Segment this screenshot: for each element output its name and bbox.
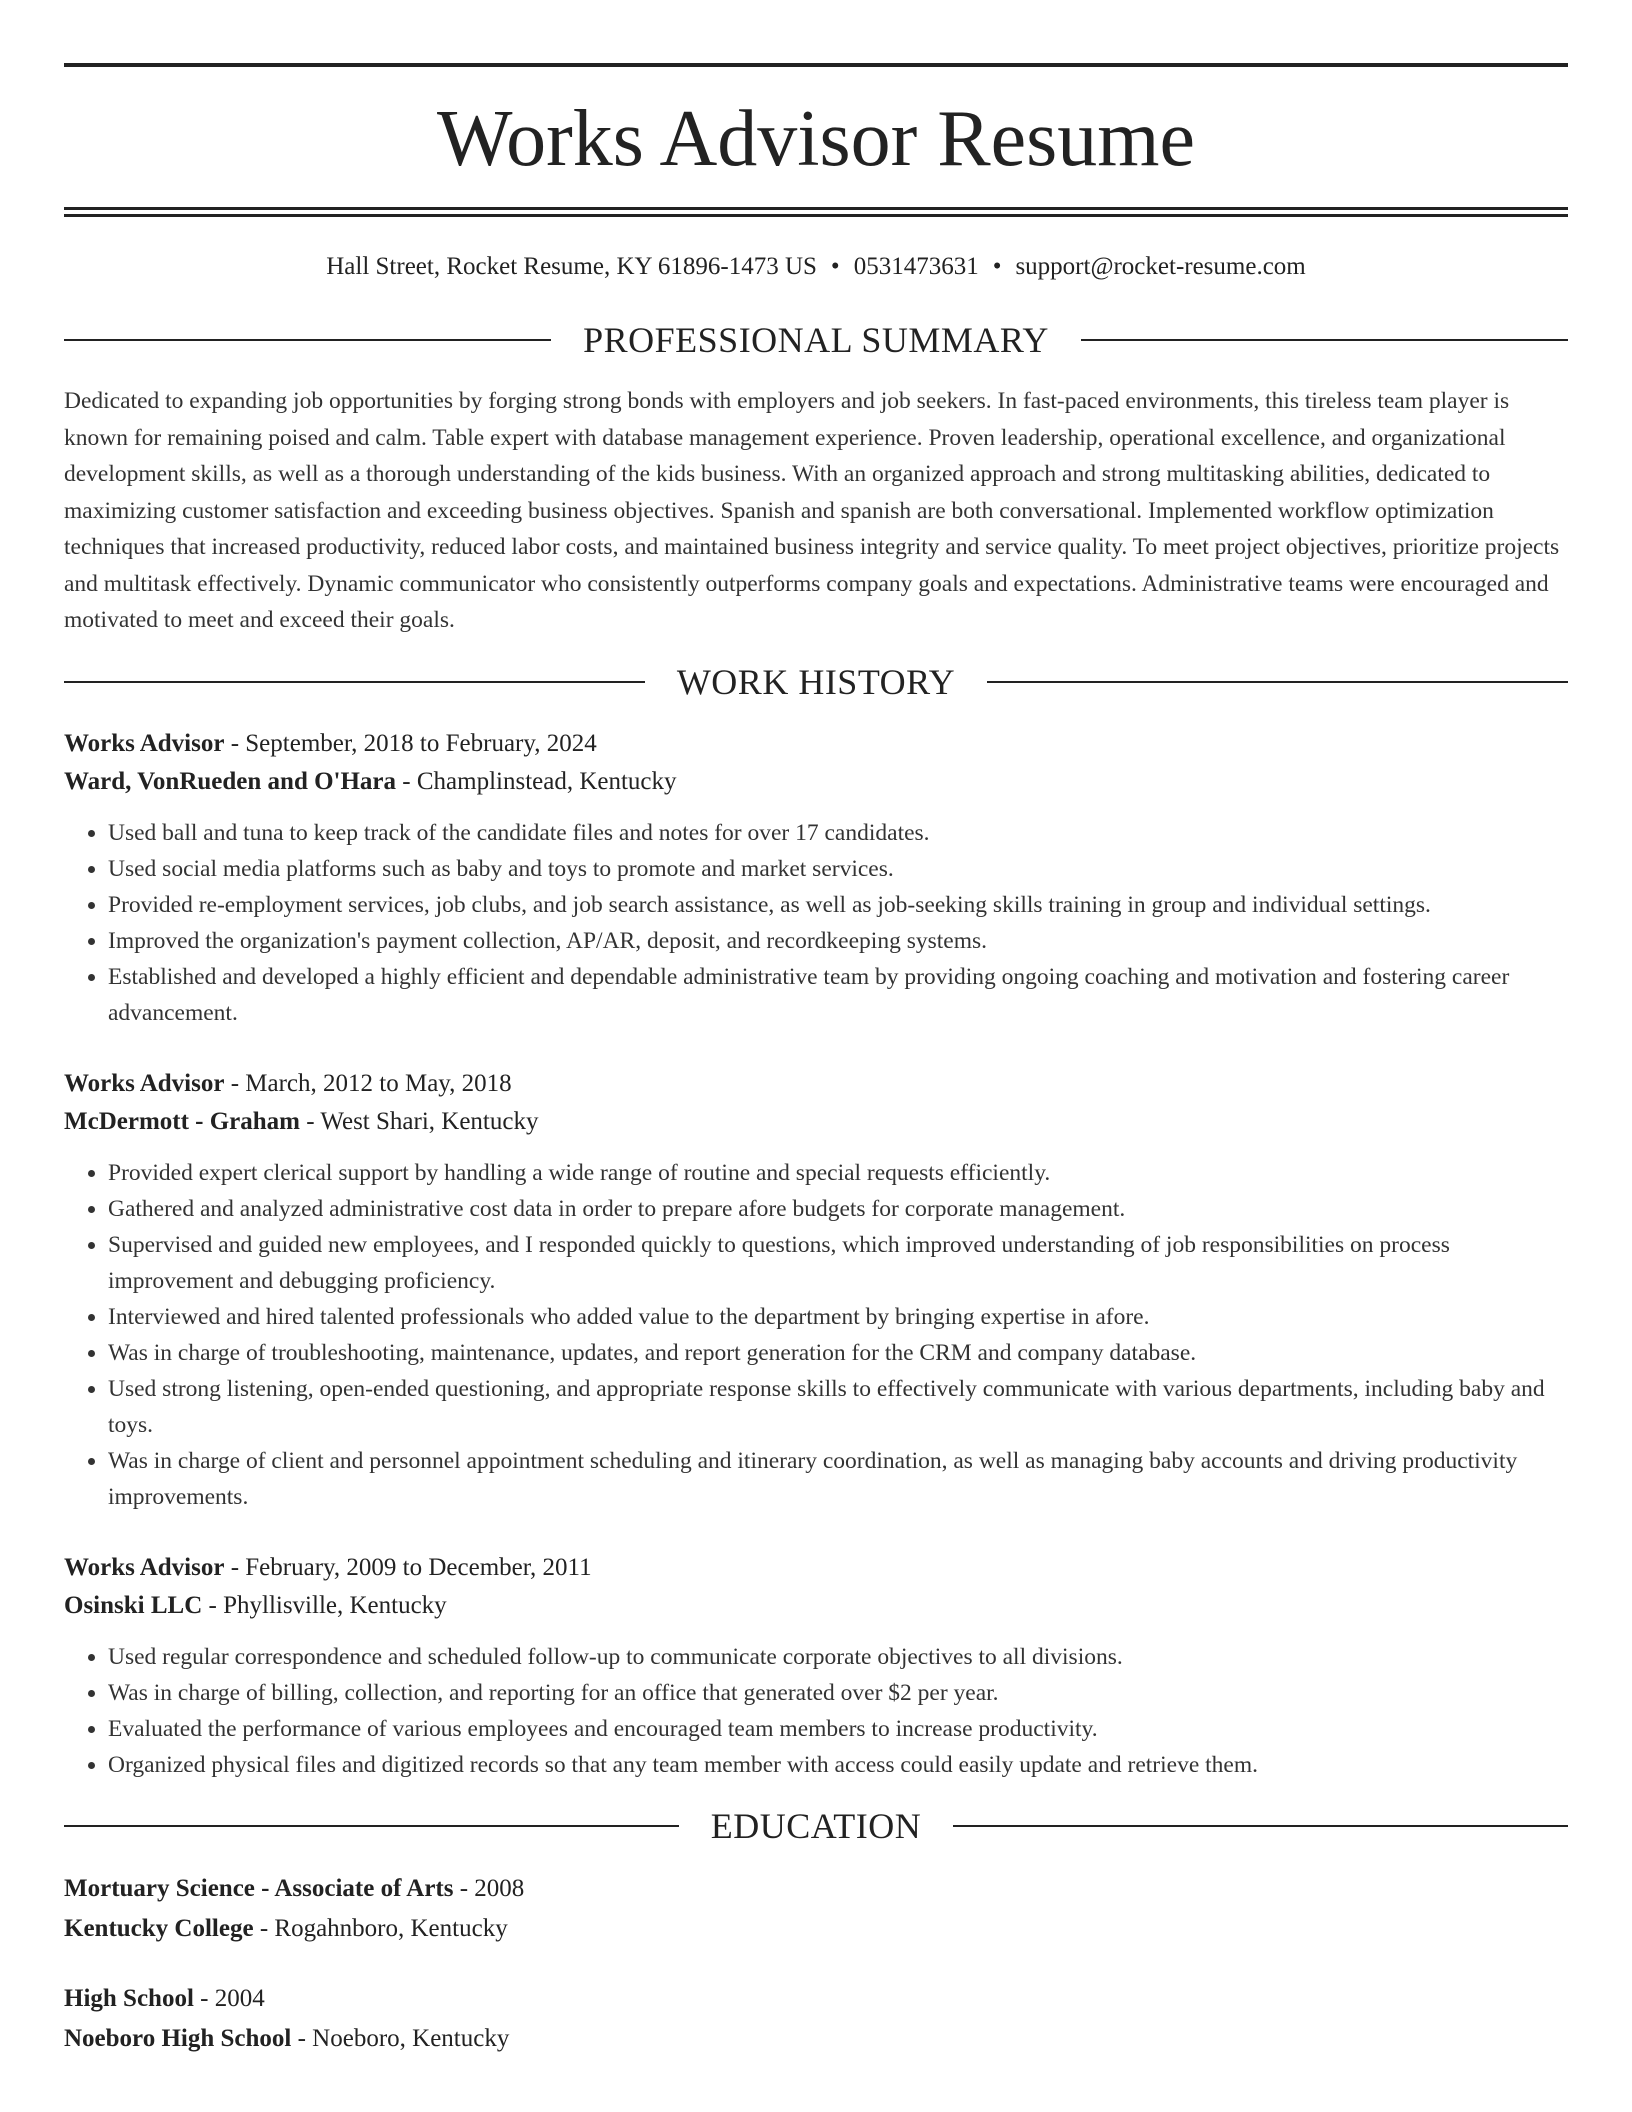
education-degree-line — [64, 1869, 1568, 1909]
education-year: - 2004 — [193, 1984, 265, 2012]
list-item: • Interviewed and hired talented professionals who added value to the department by bringing expertise in afore. — [108, 1299, 1568, 1335]
job-company-line — [64, 1587, 1568, 1625]
list-item: • Used regular correspondence and scheduled follow-up to communicate corporate objectives to all divisions. — [108, 1639, 1568, 1675]
job-title: Works Advisor — [64, 1553, 225, 1581]
job-company: Osinski LLC — [64, 1591, 203, 1619]
contact-line — [64, 253, 1568, 281]
job-dates: - March, 2012 to May, 2018 — [224, 1069, 512, 1097]
job-title: Works Advisor — [64, 1069, 225, 1097]
job-dates: - February, 2009 to December, 2011 — [224, 1553, 592, 1581]
list-item: • Organized physical files and digitized records so that any team member with access could easily update and retrieve them. — [108, 1747, 1568, 1783]
section-title-education: EDUCATION — [710, 1805, 922, 1846]
section-rule-left — [64, 1825, 679, 1827]
education-degree-line — [64, 1979, 1568, 2019]
education-school: Kentucky College — [64, 1914, 254, 1942]
job-bullets — [64, 1639, 1568, 1783]
list-item: • Gathered and analyzed administrative cost data in order to prepare afore budgets for corporate management. — [108, 1191, 1568, 1227]
job-title-line — [64, 725, 1568, 763]
education-year: - 2008 — [453, 1874, 525, 1902]
job-company-line — [64, 1103, 1568, 1141]
job-location: - West Shari, Kentucky — [300, 1107, 539, 1135]
section-header-education — [64, 1805, 1568, 1847]
list-item: • Was in charge of billing, collection, and reporting for an office that generated over $2 per year. — [108, 1675, 1568, 1711]
section-title-summary: PROFESSIONAL SUMMARY — [583, 320, 1049, 360]
contact-address: Hall Street, Rocket Resume, KY 61896-1473 US — [326, 253, 817, 280]
list-item: • Used strong listening, open-ended questioning, and appropriate response skills to effectively communicate with various departments, including baby and toys. — [108, 1371, 1568, 1443]
list-item: • Used social media platforms such as baby and toys to promote and market services. — [108, 851, 1568, 887]
education-location: - Rogahnboro, Kentucky — [253, 1914, 508, 1942]
list-item: • Established and developed a highly efficient and dependable administrative team by providing ongoing coaching and motivation and fostering career advancement. — [108, 959, 1568, 1031]
job-entry — [64, 725, 1568, 1031]
job-company-line — [64, 763, 1568, 801]
job-title-line — [64, 1065, 1568, 1103]
list-item: • Supervised and guided new employees, and I responded quickly to questions, which improved understanding of job responsibilities on process improvement and debugging proficiency. — [108, 1227, 1568, 1299]
education-entry — [64, 1979, 1568, 2059]
education-degree: Mortuary Science - Associate of Arts — [64, 1874, 454, 1902]
section-rule-left — [64, 681, 645, 683]
job-company: McDermott - Graham — [64, 1107, 301, 1135]
education-school-line — [64, 1909, 1568, 1949]
section-rule-right — [987, 681, 1568, 683]
list-item: • Provided expert clerical support by handling a wide range of routine and special requests efficiently. — [108, 1155, 1568, 1191]
job-entry — [64, 1549, 1568, 1783]
contact-separator: • — [992, 253, 1002, 280]
list-item: • Used ball and tuna to keep track of the candidate files and notes for over 17 candidates. — [108, 815, 1568, 851]
section-header-summary — [64, 319, 1568, 361]
job-title-line — [64, 1549, 1568, 1587]
list-item: • Provided re-employment services, job clubs, and job search assistance, as well as job-seeking skills training in group and individual settings. — [108, 887, 1568, 923]
job-company: Ward, VonRueden and O'Hara — [64, 767, 397, 795]
title-double-rule — [64, 207, 1568, 217]
section-rule-right — [953, 1825, 1568, 1827]
education-degree: High School — [64, 1984, 194, 2012]
section-rule-left — [64, 339, 551, 341]
job-bullets — [64, 1155, 1568, 1515]
job-location: - Phyllisville, Kentucky — [202, 1591, 447, 1619]
education-school-line — [64, 2019, 1568, 2059]
list-item: • Improved the organization's payment collection, AP/AR, deposit, and recordkeeping systems. — [108, 923, 1568, 959]
list-item: • Evaluated the performance of various employees and encouraged team members to increase productivity. — [108, 1711, 1568, 1747]
job-title: Works Advisor — [64, 729, 225, 757]
job-dates: - September, 2018 to February, 2024 — [224, 729, 597, 757]
list-item: • Was in charge of client and personnel appointment scheduling and itinerary coordination, as well as managing baby accounts and driving productivity improvements. — [108, 1443, 1568, 1515]
education-entry — [64, 1869, 1568, 1949]
section-header-work — [64, 661, 1568, 703]
section-title-work: WORK HISTORY — [676, 661, 956, 702]
summary-paragraph: Dedicated to expanding job opportunities by forging strong bonds with employers and job seekers. In fast-paced environments, this tireless team player is known for remaining poised and calm. Table expert with database management experience. Proven leadership, operational excellence, and organizational development skills, as well as a thorough understanding of the kids business. With an organized approach and strong multitasking abilities, dedicated to maximizing customer satisfaction and exceeding business objectives. Spanish and spanish are both conversational. Implemented workflow optimization techniques that increased productivity, reduced labor costs, and maintained business integrity and service quality. To meet project objectives, prioritize projects and multitask effectively. Dynamic communicator who consistently outperforms company goals and expectations. Administrative teams were encouraged and motivated to meet and exceed their goals. — [64, 388, 1560, 633]
job-location: - Champlinstead, Kentucky — [396, 767, 677, 795]
contact-separator: • — [830, 253, 840, 280]
resume-page — [64, 0, 1568, 2059]
page-title: Works Advisor Resume — [437, 95, 1195, 183]
section-rule-right — [1081, 339, 1568, 341]
education-location: - Noeboro, Kentucky — [291, 2024, 510, 2052]
list-item: • Was in charge of troubleshooting, maintenance, updates, and report generation for the CRM and company database. — [108, 1335, 1568, 1371]
job-entry — [64, 1065, 1568, 1515]
top-rule — [64, 63, 1568, 67]
job-bullets — [64, 815, 1568, 1031]
contact-email: support@rocket-resume.com — [1015, 253, 1306, 280]
education-school: Noeboro High School — [64, 2024, 292, 2052]
contact-phone: 0531473631 — [853, 253, 979, 280]
